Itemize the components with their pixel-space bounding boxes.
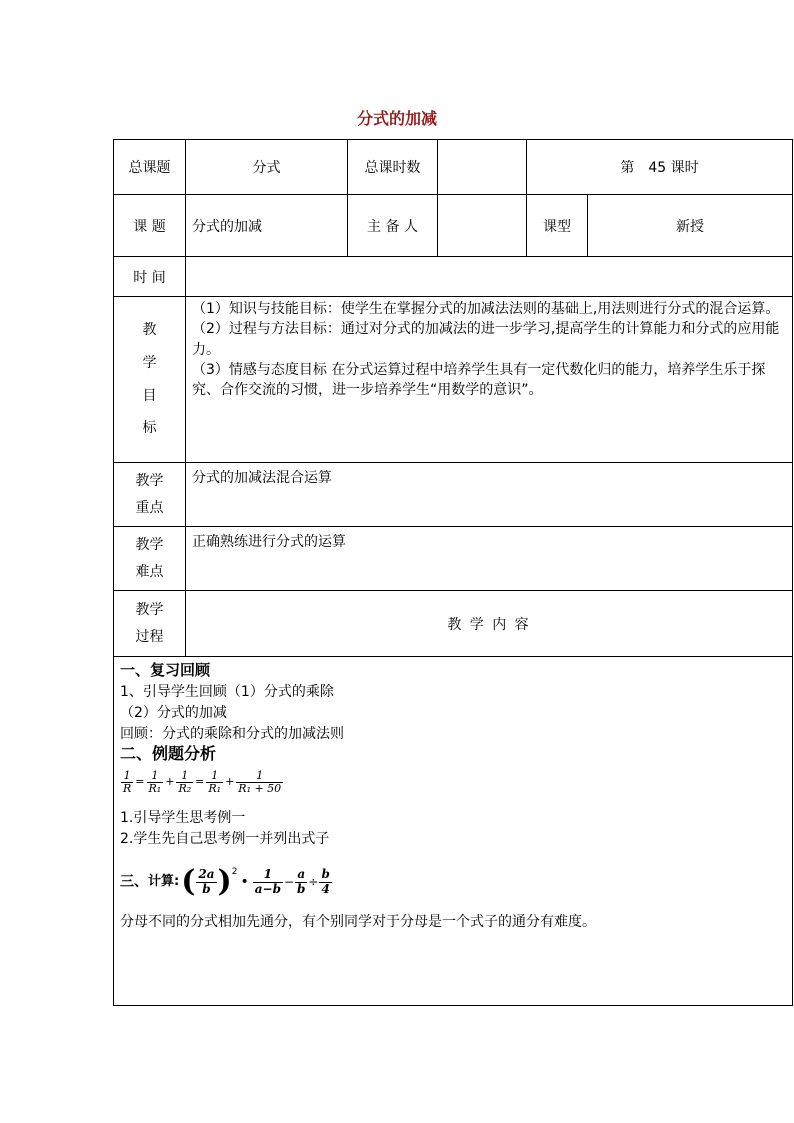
fraction-denominator: b xyxy=(297,881,306,896)
fraction xyxy=(253,868,283,897)
fraction xyxy=(319,868,331,897)
fraction-numerator: 1 xyxy=(121,770,133,783)
process-label-line: 教学 xyxy=(135,601,164,618)
fraction-numerator: 1 xyxy=(206,770,223,783)
lesson-number: 第 45 课时 xyxy=(527,140,793,195)
time-value xyxy=(186,257,793,297)
process-label xyxy=(114,591,186,657)
fraction xyxy=(236,770,283,795)
review-line: 1、引导学生回顾（1）分式的乘除 xyxy=(120,683,334,700)
goals-label-char: 教 xyxy=(142,322,157,339)
review-line: （2）分式的加减 xyxy=(120,704,227,721)
lesson-type-value: 新授 xyxy=(588,195,793,257)
lesson-type-label: 课型 xyxy=(527,195,588,257)
fraction-numerator: a xyxy=(295,868,307,883)
total-hours-value xyxy=(438,140,527,195)
minus-sign: − xyxy=(283,875,295,890)
fraction-numerator: 1 xyxy=(236,770,283,783)
goals-label-char: 标 xyxy=(142,420,157,437)
key-points-label-line: 教学 xyxy=(135,472,164,489)
total-hours-label: 总课时数 xyxy=(348,140,438,195)
goal-item: （3）情感与态度目标 在分式运算过程中培养学生具有一定代数化归的能力，培养学生乐于探究、合作交流的习惯，进一步培养学生“用数学的意识”。 xyxy=(192,361,766,399)
preparer-label: 主 备 人 xyxy=(348,195,438,257)
fraction-denominator: b xyxy=(202,881,211,896)
fraction-numerator: 1 xyxy=(253,868,283,883)
calculation-problem xyxy=(120,862,786,902)
goal-item: （1）知识与技能目标：使学生在掌握分式的加减法法则的基础上,用法则进行分式的混合运算。 xyxy=(192,301,780,317)
fraction-numerator: 1 xyxy=(176,770,193,783)
exponent: 2 xyxy=(231,867,238,878)
row-content xyxy=(114,657,793,1006)
goals-label-char: 目 xyxy=(142,387,157,404)
row-goals xyxy=(114,297,793,463)
teaching-note: 分母不同的分式相加先通分，有个别同学对于分母是一个式子的通分有难度。 xyxy=(120,914,596,931)
section-calc-prefix: 三、 xyxy=(120,873,148,890)
row-difficulties xyxy=(114,527,793,591)
multiply-dot: • xyxy=(240,873,249,890)
fraction-denominator: R₁ xyxy=(208,781,222,795)
divide-sign: ÷ xyxy=(308,875,319,890)
document-title: 分式的加减 xyxy=(356,109,437,128)
fraction xyxy=(295,868,307,897)
goals-content xyxy=(186,297,793,463)
fraction-denominator: 4 xyxy=(321,881,330,896)
key-points-label xyxy=(114,463,186,527)
fraction-denominator: R₂ xyxy=(178,781,192,795)
content-heading: 教 学 内 容 xyxy=(186,591,793,657)
fraction-denominator: a−b xyxy=(254,881,281,896)
fraction-denominator: R xyxy=(123,781,132,795)
row-process xyxy=(114,591,793,657)
fraction-numerator: 2a xyxy=(198,866,215,881)
calc-label: 计算: xyxy=(148,874,180,890)
fraction xyxy=(147,770,164,795)
fraction xyxy=(121,770,133,795)
fraction xyxy=(206,770,223,795)
section-review-heading: 一、复习回顾 xyxy=(120,661,211,679)
course-value: 分式 xyxy=(186,140,348,195)
resistance-formula xyxy=(120,762,786,802)
fraction xyxy=(176,770,193,795)
difficulties-label-line: 难点 xyxy=(135,563,164,580)
process-label-line: 过程 xyxy=(135,628,164,645)
plus-sign: + xyxy=(225,774,235,788)
row-topic xyxy=(114,195,793,257)
example-step: 2.学生先自己思考例一并列出式子 xyxy=(120,831,330,848)
plus-sign: + xyxy=(165,774,175,788)
fraction-denominator: R₁ + 50 xyxy=(238,781,282,795)
lesson-plan-table xyxy=(113,139,793,1006)
difficulties-label xyxy=(114,527,186,591)
fraction-numerator: 1 xyxy=(147,770,164,783)
section-examples-heading: 二、例题分析 xyxy=(120,743,217,763)
example-step: 1.引导学生思考例一 xyxy=(120,810,246,827)
fraction-denominator: R₁ xyxy=(148,781,162,795)
equals-sign: = xyxy=(135,774,145,788)
key-points-text: 分式的加减法混合运算 xyxy=(186,463,793,527)
time-label: 时 间 xyxy=(114,257,186,297)
key-points-label-line: 重点 xyxy=(135,499,164,516)
difficulties-label-line: 教学 xyxy=(135,536,164,553)
equals-sign: = xyxy=(195,774,205,788)
topic-label: 课 题 xyxy=(114,195,186,257)
goal-item: （2）过程与方法目标：通过对分式的加减法的进一步学习,提高学生的计算能力和分式的应用能力。 xyxy=(192,321,780,358)
topic-value: 分式的加减 xyxy=(186,195,348,257)
fraction xyxy=(196,868,216,897)
row-course xyxy=(114,140,793,195)
fraction-numerator: b xyxy=(321,866,330,881)
course-label: 总课题 xyxy=(114,140,186,195)
row-key-points xyxy=(114,463,793,527)
goals-label-char: 学 xyxy=(142,354,157,371)
difficulties-text: 正确熟练进行分式的运算 xyxy=(186,527,793,591)
right-paren: ) xyxy=(217,864,232,900)
lesson-content xyxy=(114,657,793,1006)
goals-label xyxy=(114,297,186,463)
review-line: 回顾：分式的乘除和分式的加减法则 xyxy=(120,725,344,742)
left-paren: ( xyxy=(181,864,196,900)
preparer-value xyxy=(438,195,527,257)
row-time xyxy=(114,257,793,297)
